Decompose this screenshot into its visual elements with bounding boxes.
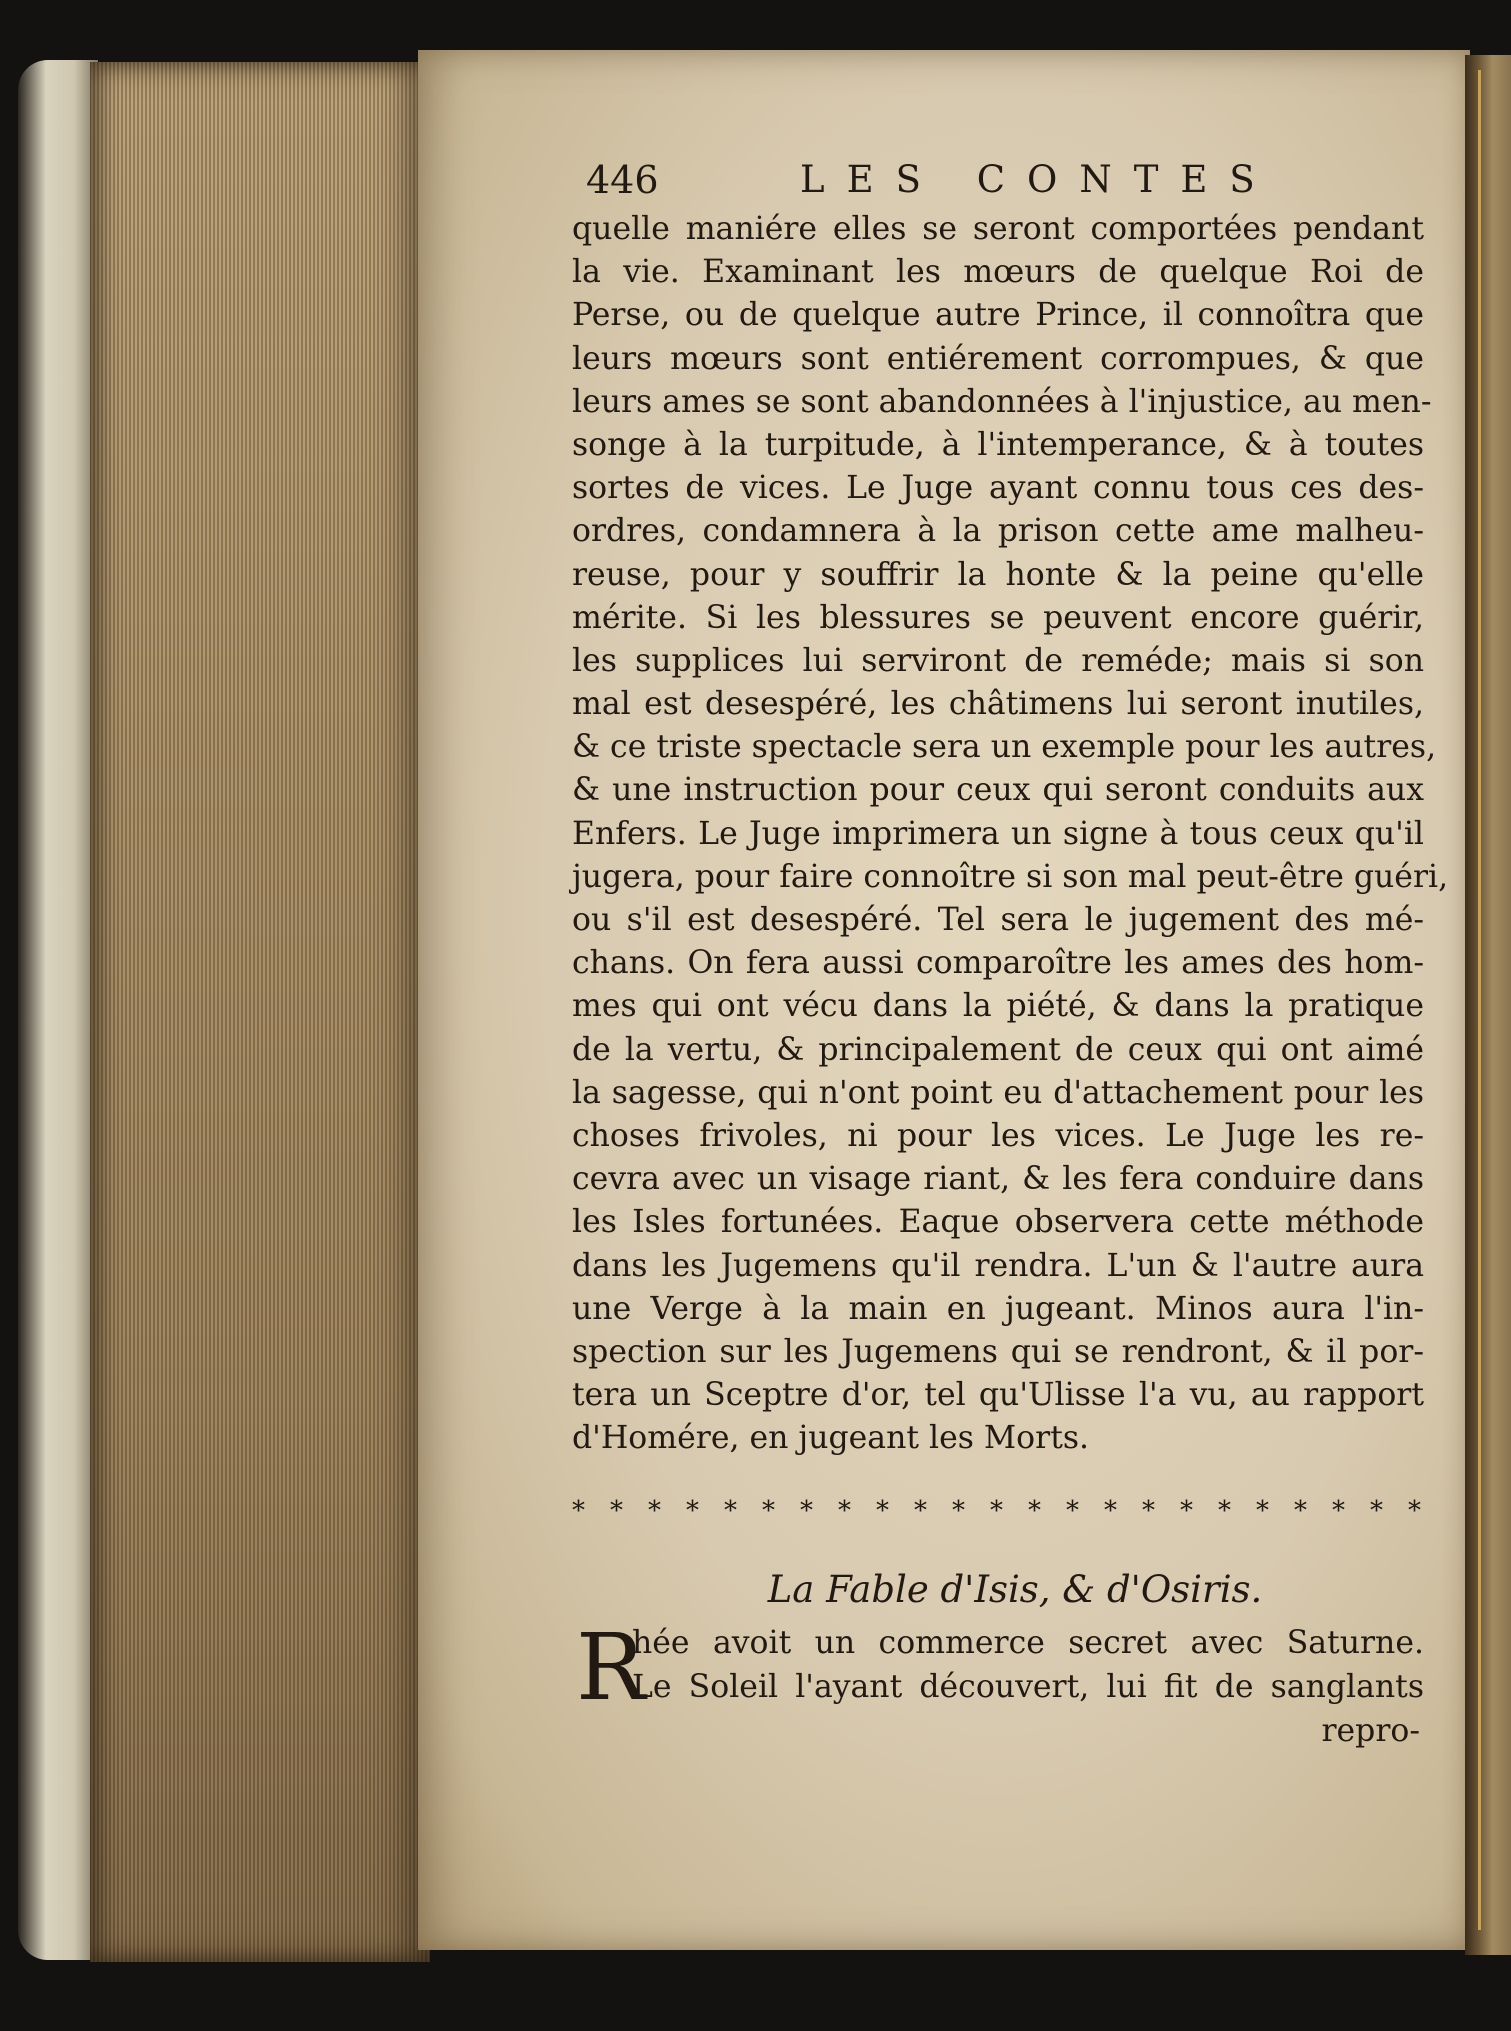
drop-cap: R xyxy=(576,1614,646,1722)
text-line: de la vertu, & principalement de ceux qui ont aimé xyxy=(572,1031,1424,1068)
text-line: mal est desespéré, les châtimens lui seront inutiles, xyxy=(572,686,1424,723)
text-line: chans. On fera aussi comparoître les ames des hom- xyxy=(572,945,1424,982)
text-line: spection sur les Jugemens qui se rendront, & il por- xyxy=(572,1333,1424,1370)
text-line: sortes de vices. Le Juge ayant connu tous ces des- xyxy=(572,470,1424,507)
text-line: & ce triste spectacle sera un exemple pour les autres, xyxy=(572,729,1437,766)
text-line: ou s'il est desespéré. Tel sera le jugement des mé- xyxy=(572,902,1424,938)
text-line: & une instruction pour ceux qui seront conduits aux xyxy=(572,772,1424,809)
text-line: les Isles fortunées. Eaque observera cette méthode xyxy=(572,1204,1424,1241)
text-line: la sagesse, qui n'ont point eu d'attachement pour les xyxy=(572,1074,1424,1111)
asterisk-ornament-rule: * * * * * * * * * * * * * * * * * * * * * * * xyxy=(572,1496,1424,1527)
text-line: choses frivoles, ni pour les vices. Le Juge les re- xyxy=(572,1117,1424,1154)
text-line: les supplices lui serviront de reméde; mais si son xyxy=(572,642,1424,679)
body-text xyxy=(572,208,1449,1460)
text-line: reuse, pour y souffrir la honte & la peine qu'elle xyxy=(572,556,1424,593)
text-line: mes qui ont vécu dans la piété, & dans la pratique xyxy=(572,988,1424,1025)
page-text xyxy=(572,148,1449,1753)
facing-page-sliver xyxy=(1465,55,1511,1955)
facing-page-edge xyxy=(1478,70,1481,1930)
page-fore-edge xyxy=(90,62,430,1962)
text-line: Perse, ou de quelque autre Prince, il connoîtra que xyxy=(572,297,1424,334)
running-head xyxy=(572,148,1424,208)
text-line: la vie. Examinant les mœurs de quelque Roi de xyxy=(572,254,1424,291)
text-line: une Verge à la main en jugeant. Minos aura l'in- xyxy=(572,1290,1424,1327)
text-line: quelle maniére elles se seront comportées pendant xyxy=(572,211,1424,247)
running-title: LES CONTES xyxy=(800,158,1277,201)
page-number: 446 xyxy=(586,158,659,202)
text-line: ordres, condamnera à la prison cette ame malheu- xyxy=(572,513,1424,550)
text-line: leurs ames se sont abandonnées à l'injustice, au men- xyxy=(572,383,1432,420)
text-line: d'Homére, en jugeant les Morts. xyxy=(572,1420,1090,1457)
text-line: leurs mœurs sont entiérement corrompues, & que xyxy=(572,340,1424,377)
text-line: Le Soleil l'ayant découvert, lui fit de sanglants xyxy=(632,1668,1424,1705)
book-cover-edge xyxy=(18,60,98,1960)
fable-paragraph xyxy=(572,1614,1424,1752)
catchword: repro- xyxy=(1321,1712,1420,1749)
text-line: jugera, pour faire connoître si son mal peut-être guéri, xyxy=(572,858,1449,895)
text-line: Enfers. Le Juge imprimera un signe à tous ceux qu'il xyxy=(572,815,1424,852)
text-line: cevra avec un visage riant, & les fera conduire dans xyxy=(572,1161,1424,1198)
text-line: mérite. Si les blessures se peuvent encore guérir, xyxy=(572,599,1424,636)
text-line: songe à la turpitude, à l'intemperance, & à toutes xyxy=(572,426,1424,463)
text-line: hée avoit un commerce secret avec Saturne. xyxy=(632,1625,1424,1662)
text-line: dans les Jugemens qu'il rendra. L'un & l'autre aura xyxy=(572,1247,1424,1284)
text-line: tera un Sceptre d'or, tel qu'Ulisse l'a vu, au rapport xyxy=(572,1377,1424,1414)
section-title: La Fable d'Isis, & d'Osiris. xyxy=(767,1568,1263,1612)
